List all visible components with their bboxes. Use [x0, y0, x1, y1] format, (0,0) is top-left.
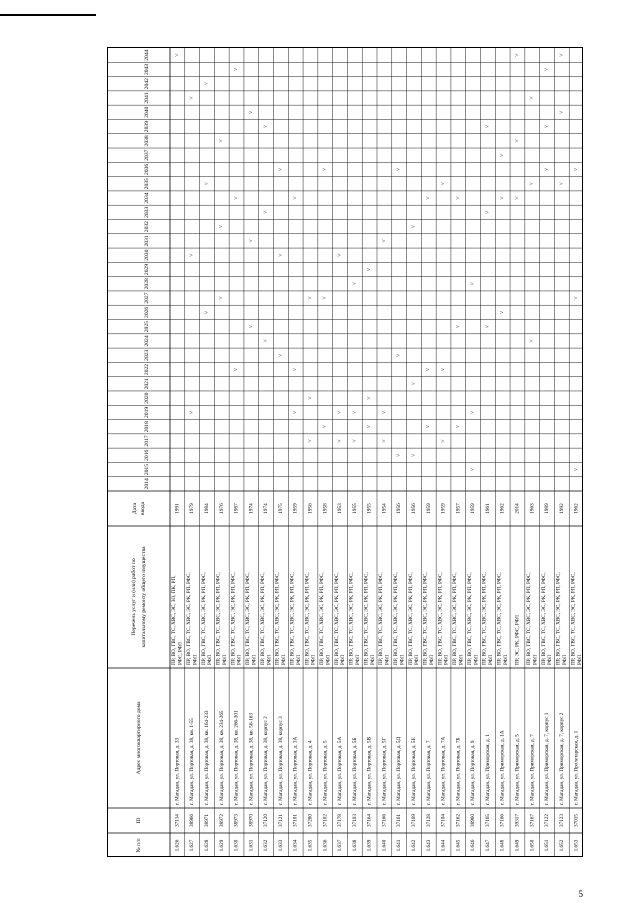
row-address-cell: г. Магадан, ул. Портовая, д. 7: [425, 740, 432, 805]
row-year-check-mark: ˅: [189, 253, 196, 257]
row-year-check-mark: ˅: [455, 424, 462, 429]
row-year-check-mark: ˅: [470, 467, 477, 472]
row-year-cell: 1976: [218, 503, 225, 514]
row-year-check-mark: ˅: [218, 224, 225, 229]
row-year-check-mark: ˅: [410, 382, 417, 386]
year-column-label: 2032: [144, 221, 150, 233]
row-num-cell: 1.646: [470, 839, 477, 852]
year-column-label: 2030: [144, 249, 150, 261]
row-works-cell: ПР, ВО, ГВС, ТС, ХВС, ЭС, РК, РП, РФС,: [570, 572, 577, 665]
row-year-cell: 1959: [440, 503, 447, 514]
row-year-check-mark: ˅: [203, 82, 210, 86]
header-works-line1: Перечень услуг и (или) работ по: [131, 558, 137, 636]
row-num-cell: 1.649: [514, 839, 521, 852]
year-column-label: 2031: [144, 235, 150, 247]
row-id-cell: 38960: [470, 814, 477, 827]
row-year-check-mark: ˅: [307, 439, 314, 443]
row-year-check-mark: ˅: [381, 239, 388, 243]
row-works-cell: ПР, ВО, ГВС, ТС, ХВС, ЭС, РК, РП, РФС,: [333, 572, 340, 665]
row-works-cell: ПР, ЭС, РК, РФС, РФЛ: [514, 615, 521, 665]
row-address-cell: г. Магадан, ул. Пролетарская, д. 1: [573, 730, 580, 805]
row-year-check-mark: ˅: [218, 296, 225, 300]
row-year-check-mark: ˅: [499, 310, 506, 315]
year-column-label: 2025: [144, 321, 150, 333]
row-year-check-mark: ˅: [233, 67, 240, 72]
row-id-cell: 37162: [455, 814, 462, 827]
row-works-cell: ПР, ВО, ГВС, ТС, ХВС, ЭС, РК, РП, РФС,: [496, 572, 503, 665]
row-works-cell: ПР, ВО, ГВС, ТС, ХВС, ЭС, РК, РП, РФС,: [540, 572, 547, 665]
row-id-cell: 38971: [203, 814, 210, 827]
row-year-cell: 1959: [425, 503, 432, 514]
row-address-cell: г. Магадан, ул. Портовая, д. 7Б: [455, 737, 462, 805]
year-column-label: 2014: [144, 478, 150, 490]
row-num-cell: 1.641: [396, 839, 403, 852]
row-year-check-mark: ˅: [233, 196, 240, 200]
row-year-check-mark: ˅: [203, 182, 210, 186]
row-address-cell: г. Магадан, ул. Портовая, д. 5Б: [351, 737, 358, 805]
row-works-cell: ПР, ВО, ГВС, ТС, ХВС, ЭС, РК, РП, РФС,: [185, 572, 192, 665]
row-id-cell: 37120: [263, 814, 270, 827]
row-works-cell: ПР, ВО, ГВС, ТС, ХВС, ЭС, РК, РП, РФС,: [422, 572, 429, 665]
row-year-cell: 1961: [484, 503, 491, 514]
row-year-cell: 1956: [307, 503, 314, 514]
row-address-cell: г. Магадан, ул. Приморская, д. 7: [529, 734, 536, 805]
row-id-cell: 37165: [484, 814, 491, 827]
row-works-cell: РФЛ: [384, 654, 391, 665]
row-works-cell: ПР, ВО, ГВС, ТС, ХВС, ЭС, РК, РП, РФС,: [319, 572, 326, 665]
row-year-cell: 1956: [410, 503, 417, 514]
page-number: 5: [578, 889, 583, 899]
row-works-cell: РФЛ: [443, 654, 450, 665]
row-year-check-mark: ˅: [470, 282, 477, 286]
row-year-check-mark: ˅: [248, 239, 255, 243]
row-address-cell: г. Магадан, ул. Портовая, д. 5В: [366, 737, 373, 805]
row-num-cell: 1.645: [455, 839, 462, 852]
row-num-cell: 1.628: [203, 839, 210, 852]
row-num-cell: 1.629: [218, 839, 225, 852]
row-year-check-mark: ˅: [440, 367, 447, 372]
row-works-cell: РФЛ: [458, 654, 465, 665]
row-id-cell: 37102: [322, 814, 329, 827]
row-year-check-mark: ˅: [277, 253, 284, 257]
year-column-label: 2034: [144, 192, 150, 204]
row-works-cell: РФЛ: [355, 654, 362, 665]
row-year-check-mark: ˅: [514, 196, 521, 200]
row-address-cell: г. Магадан, ул. Портовая, д. 38, корпус 2: [263, 716, 270, 805]
row-works-cell: ПР, ВО, ГВС, ТС, ХВС, ЭС, РК, РП, РФС,: [392, 572, 399, 665]
year-column-label: 2029: [144, 263, 150, 276]
row-year-check-mark: ˅: [396, 453, 403, 457]
row-year-cell: 1954: [381, 503, 388, 514]
row-year-cell: 1962: [499, 503, 506, 514]
row-year-check-mark: ˅: [351, 410, 358, 415]
year-column-label: 2042: [144, 78, 150, 90]
row-year-cell: 1992: [558, 503, 565, 514]
row-year-check-mark: ˅: [307, 296, 314, 300]
row-year-check-mark: ˅: [322, 296, 329, 300]
header-year-line2: ввода: [140, 501, 146, 516]
row-year-check-mark: ˅: [277, 167, 284, 172]
row-address-cell: г. Магадан, ул. Портовая, д. 9: [470, 740, 477, 805]
row-num-cell: 1.626: [174, 839, 181, 852]
row-year-check-mark: ˅: [558, 182, 565, 186]
row-works-cell: ПР, ВО, ГВС, ТС, ХВС, ЭС, РК, РП, РФС,: [481, 572, 488, 665]
row-works-cell: РФЛ: [221, 654, 228, 665]
row-works-cell: ПР, ВО, ГВС, ТС, ХВС, ЭС, РК, РП, РФС,: [289, 572, 296, 665]
capital-repair-table: [107, 47, 583, 857]
row-year-check-mark: ˅: [529, 96, 536, 100]
row-year-check-mark: ˅: [189, 96, 196, 100]
row-num-cell: 1.631: [248, 839, 255, 852]
row-works-cell: ПР, ВО, ГВС, ТС, ХВС, ЭС, РК, РП, РФС,: [348, 572, 355, 665]
year-column-label: 2036: [144, 163, 150, 176]
row-works-cell: РФЛ: [562, 654, 569, 665]
row-year-check-mark: ˅: [484, 324, 491, 329]
row-year-cell: 1984: [203, 503, 210, 514]
row-works-cell: ПР, ВО, ГВС, ТС, ХВС, ЭС, РК, РП, РФС,: [555, 572, 562, 665]
row-id-cell: 37123: [558, 814, 565, 827]
row-address-cell: г. Магадан, ул. Портовая, д. 5Е: [410, 737, 417, 805]
row-year-check-mark: ˅: [425, 367, 432, 372]
row-year-check-mark: ˅: [425, 196, 432, 200]
row-num-cell: 1.647: [484, 839, 491, 852]
year-column-label: 2015: [144, 463, 150, 476]
row-year-check-mark: ˅: [470, 410, 477, 415]
row-works-cell: ПР, ВО, ГВС, ТС, ХВС, ЭС, РК, РП, РФС,: [200, 572, 207, 665]
corner-rule: [0, 14, 96, 16]
row-year-check-mark: ˅: [544, 124, 551, 129]
row-works-cell: ПР, ВО, ГВС, ТС, ХВС, ЭС, РК, РП, РФС,: [304, 572, 311, 665]
row-year-check-mark: ˅: [248, 110, 255, 115]
row-id-cell: 37166: [499, 814, 506, 827]
row-address-cell: г. Магадан, ул. Портовая, д. 5: [322, 740, 329, 805]
year-column-label: 2019: [144, 406, 150, 418]
row-id-cell: 37101: [292, 814, 299, 827]
year-column-label: 2022: [144, 363, 150, 376]
header-year-line1: Дата: [132, 502, 138, 515]
row-works-cell: ПР, ВО, ГВС, ТС, ХВС, ЭС, РК, РП, РФС,: [363, 572, 370, 665]
row-works-cell: РФЛ: [325, 654, 332, 665]
row-id-cell: 38966: [189, 814, 196, 827]
row-address-cell: г. Магадан, ул. Портовая, д. 38, корпус 3: [277, 716, 284, 805]
row-year-check-mark: ˅: [351, 439, 358, 443]
row-year-check-mark: ˅: [322, 167, 329, 172]
year-column-label: 2026: [144, 306, 150, 318]
row-year-check-mark: ˅: [573, 467, 580, 472]
row-id-cell: 37121: [277, 814, 284, 827]
row-year-check-mark: ˅: [174, 53, 181, 57]
row-year-cell: 1959: [292, 503, 299, 514]
row-year-cell: 1989: [544, 503, 551, 514]
row-address-cell: г. Магадан, ул. Портовая, д. 3А: [292, 736, 299, 805]
row-works-cell: РФЛ: [236, 654, 243, 665]
header-address: Адрес многоквартирного дома: [136, 701, 142, 775]
row-year-check-mark: ˅: [337, 253, 344, 257]
row-works-cell: ПР, ВО, ГВС, ТС, ХВС, ЭС, РК, РП, РФС,: [378, 572, 385, 665]
row-id-cell: 37161: [396, 814, 403, 827]
year-column-label: 2018: [144, 421, 150, 433]
year-column-label: 2020: [144, 392, 150, 404]
row-year-cell: 1991: [174, 503, 181, 514]
row-id-cell: 37164: [366, 814, 373, 827]
row-works-cell: РФЛ: [369, 654, 376, 665]
row-works-cell: РФЛ: [473, 654, 480, 665]
row-year-check-mark: ˅: [366, 267, 373, 272]
row-year-check-mark: ˅: [396, 167, 403, 172]
row-num-cell: 1.637: [337, 839, 344, 852]
row-works-cell: ПР, ВО, ГВС, ТС, ХВС, ЭС, РК, РП, РФС,: [259, 572, 266, 665]
row-works-cell: РФЛ: [428, 654, 435, 665]
row-address-cell: г. Магадан, ул. Портовая, д. 5А: [337, 736, 344, 805]
row-year-check-mark: ˅: [203, 310, 210, 315]
row-works-cell: ПР, ВО, ГВС, ТС, ХВС, ЭС, РК, РП, РФС,: [230, 572, 237, 665]
row-year-check-mark: ˅: [440, 439, 447, 443]
row-works-cell: ПР, ВО, ГВС, ТС, ХВС, ЭС, РК, РП, РФС,: [526, 572, 533, 665]
row-year-check-mark: ˅: [440, 182, 447, 186]
year-column-label: 2043: [144, 63, 150, 76]
row-year-check-mark: ˅: [233, 367, 240, 372]
row-year-check-mark: ˅: [573, 167, 580, 172]
row-id-cell: 37114: [174, 814, 181, 827]
row-id-cell: 38973: [233, 814, 240, 827]
row-works-cell: РФЛ: [532, 654, 539, 665]
year-column-label: 2023: [144, 349, 150, 361]
year-column-label: 2017: [144, 435, 150, 447]
year-column-label: 2024: [144, 335, 150, 347]
row-id-cell: 37104: [440, 814, 447, 827]
row-year-check-mark: ˅: [351, 282, 358, 286]
row-year-cell: 2014: [514, 503, 521, 514]
row-num-cell: 1.652: [558, 839, 565, 852]
row-works-cell: РФС, РФЛ: [177, 642, 184, 665]
row-id-cell: 37169: [410, 814, 417, 827]
row-year-check-mark: ˅: [381, 439, 388, 443]
row-year-check-mark: ˅: [366, 396, 373, 400]
row-works-cell: РФЛ: [281, 654, 288, 665]
row-address-cell: г. Магадан, ул. Портовая, д. 38, кв. 56-163: [248, 713, 255, 805]
row-year-check-mark: ˅: [455, 196, 462, 200]
year-column-label: 2039: [144, 121, 150, 133]
row-num-cell: 1.653: [573, 839, 580, 852]
row-year-check-mark: ˅: [499, 196, 506, 200]
row-year-cell: 1963: [529, 503, 536, 514]
year-column-label: 2028: [144, 278, 150, 290]
row-num-cell: 1.638: [351, 839, 358, 852]
row-year-cell: 1974: [263, 503, 270, 514]
header-num: № п/п: [136, 838, 142, 853]
row-year-check-mark: ˅: [381, 410, 388, 415]
row-id-cell: 38970: [248, 814, 255, 827]
row-year-check-mark: ˅: [292, 367, 299, 372]
header-id: ID: [136, 817, 142, 824]
row-address-cell: г. Магадан, ул. Портовая, д. 38, кв. 234-265: [218, 710, 225, 805]
year-column-label: 2041: [144, 92, 150, 104]
row-year-check-mark: ˅: [292, 196, 299, 200]
row-id-cell: 39317: [514, 814, 521, 827]
row-works-cell: ПР, ВО, ГВС, ТС, ХВС, ЭС, РК, РП, РФС,: [215, 572, 222, 665]
row-works-cell: РФЛ: [414, 654, 421, 665]
row-year-check-mark: ˅: [189, 410, 196, 415]
row-year-check-mark: ˅: [558, 53, 565, 57]
year-column-label: 2037: [144, 149, 150, 161]
row-year-check-mark: ˅: [544, 67, 551, 72]
row-year-check-mark: ˅: [529, 182, 536, 186]
row-works-cell: ПР, ВО, ГВС, ТС, ХВС, ЭС, РК, РП, РФС,: [245, 572, 252, 665]
row-works-cell: РФЛ: [295, 654, 302, 665]
year-column-label: 2044: [144, 49, 150, 61]
row-year-check-mark: ˅: [263, 210, 270, 215]
row-works-cell: РФЛ: [488, 654, 495, 665]
row-num-cell: 1.636: [322, 839, 329, 852]
row-year-cell: 1962: [573, 503, 580, 514]
row-address-cell: г. Магадан, ул. Приморская, д. 7, корпус 2: [558, 712, 565, 805]
row-works-cell: РФЛ: [399, 654, 406, 665]
row-num-cell: 1.643: [425, 839, 432, 852]
year-column-label: 2040: [144, 106, 150, 118]
row-year-check-mark: ˅: [292, 410, 299, 415]
row-year-cell: 1987: [233, 503, 240, 514]
row-num-cell: 1.644: [440, 839, 447, 852]
row-year-check-mark: ˅: [322, 424, 329, 429]
row-year-cell: 1979: [189, 503, 196, 514]
row-address-cell: г. Магадан, ул. Портовая, д. 5Д: [396, 736, 403, 805]
row-works-cell: РФЛ: [340, 654, 347, 665]
row-num-cell: 1.642: [410, 839, 417, 852]
row-works-cell: РФЛ: [310, 654, 317, 665]
year-column-label: 2021: [144, 378, 150, 390]
row-address-cell: г. Магадан, ул. Приморская, д. 7, корпус 1: [544, 712, 551, 805]
row-year-cell: 1958: [322, 503, 329, 514]
row-num-cell: 1.634: [292, 839, 299, 852]
row-year-check-mark: ˅: [455, 324, 462, 329]
row-year-check-mark: ˅: [529, 339, 536, 343]
row-year-check-mark: ˅: [307, 396, 314, 400]
row-year-check-mark: ˅: [514, 53, 521, 57]
row-id-cell: 37280: [307, 814, 314, 827]
row-year-check-mark: ˅: [558, 110, 565, 115]
row-year-check-mark: ˅: [263, 339, 270, 343]
row-works-cell: РФЛ: [251, 654, 258, 665]
row-works-cell: РФЛ: [576, 654, 583, 665]
row-num-cell: 1.639: [366, 839, 373, 852]
row-works-cell: ПР, ВО, ГВС, ТС, ХВС, ЭС, РК, РП, РФС,: [452, 572, 459, 665]
row-id-cell: 37128: [425, 814, 432, 827]
year-column-label: 2038: [144, 135, 150, 147]
row-address-cell: г. Магадан, ул. Портовая, д. 5Г: [381, 737, 388, 805]
row-year-check-mark: ˅: [544, 167, 551, 172]
row-address-cell: г. Магадан, ул. Приморская, д. 5: [514, 734, 521, 805]
row-num-cell: 1.640: [381, 839, 388, 852]
row-year-cell: 1956: [396, 503, 403, 514]
row-id-cell: 38972: [218, 814, 225, 827]
row-works-cell: РФЛ: [547, 654, 554, 665]
row-year-check-mark: ˅: [514, 139, 521, 143]
row-year-cell: 1975: [277, 503, 284, 514]
row-year-check-mark: ˅: [396, 353, 403, 357]
row-year-check-mark: ˅: [499, 153, 506, 157]
row-works-cell: РФЛ: [192, 654, 199, 665]
row-year-check-mark: ˅: [410, 453, 417, 457]
row-year-check-mark: ˅: [366, 424, 373, 429]
row-num-cell: 1.633: [277, 839, 284, 852]
row-year-cell: 1974: [248, 503, 255, 514]
row-year-cell: 1955: [366, 503, 373, 514]
row-num-cell: 1.651: [544, 839, 551, 852]
row-address-cell: г. Магадан, ул. Портовая, д. 38, кв. 266-301: [233, 710, 240, 805]
row-year-check-mark: ˅: [337, 439, 344, 443]
row-id-cell: 37167: [529, 814, 536, 827]
row-works-cell: РФЛ: [207, 654, 214, 665]
row-num-cell: 1.635: [307, 839, 314, 852]
row-year-cell: 1957: [455, 503, 462, 514]
row-id-cell: 37015: [573, 814, 580, 827]
table-grid: [108, 48, 583, 857]
row-year-check-mark: ˅: [484, 124, 491, 129]
row-id-cell: 37122: [544, 814, 551, 827]
year-column-label: 2027: [144, 292, 150, 304]
row-works-cell: ПР, ВО, ГВС, ТС, ХВС, ЭС, РК, РП, РФС,: [466, 572, 473, 665]
row-address-cell: г. Магадан, ул. Портовая, д. 4: [307, 740, 314, 805]
row-works-cell: ПР, ВО, ГВС, ТС, ХВС, ЭС, РК, РП, РФС,: [437, 572, 444, 665]
row-year-check-mark: ˅: [218, 139, 225, 143]
row-year-check-mark: ˅: [573, 296, 580, 300]
row-num-cell: 1.627: [189, 839, 196, 852]
row-works-cell: РФЛ: [266, 654, 273, 665]
row-year-check-mark: ˅: [263, 124, 270, 129]
row-num-cell: 1.630: [233, 839, 240, 852]
header-works-line2: капитальному ремонту общего имущества: [141, 546, 147, 648]
row-id-cell: 37166: [381, 814, 388, 827]
row-year-check-mark: ˅: [425, 424, 432, 429]
row-works-cell: ПР, ВО, ГВС, ТС, ХВС, ЭС, ЗО, ПК, РП,: [171, 575, 178, 665]
row-address-cell: г. Магадан, ул. Портовая, д. 38, кв. 1-55: [189, 718, 196, 805]
year-column-label: 2033: [144, 206, 150, 218]
row-address-cell: г. Магадан, ул. Приморская, д. 1: [484, 734, 491, 805]
row-num-cell: 1.650: [529, 839, 536, 852]
row-year-check-mark: ˅: [410, 224, 417, 229]
year-column-label: 2035: [144, 178, 150, 190]
row-year-cell: 1955: [351, 503, 358, 514]
row-num-cell: 1.648: [499, 839, 506, 852]
row-address-cell: г. Магадан, ул. Портовая, д. 38, кв. 164-233: [203, 710, 210, 805]
row-works-cell: РФЛ: [502, 654, 509, 665]
row-year-cell: 1959: [470, 503, 477, 514]
row-year-cell: 1953: [337, 503, 344, 514]
year-column-label: 2016: [144, 449, 150, 461]
row-id-cell: 37103: [351, 814, 358, 827]
row-year-check-mark: ˅: [484, 210, 491, 215]
row-year-check-mark: ˅: [277, 353, 284, 357]
row-address-cell: г. Магадан, ул. Портовая, д. 7А: [440, 736, 447, 805]
row-year-check-mark: ˅: [248, 324, 255, 329]
row-address-cell: г. Магадан, ул. Приморская, д. 1А: [499, 730, 506, 805]
row-id-cell: 37178: [337, 814, 344, 827]
row-num-cell: 1.632: [263, 839, 270, 852]
row-address-cell: г. Магадан, ул. Портовая, д. 33: [174, 737, 181, 805]
row-works-cell: ПР, ВО, ГВС, ТС, ХВС, ЭС, РК, РП, РФС,: [407, 572, 414, 665]
row-year-check-mark: ˅: [337, 410, 344, 415]
row-works-cell: ПР, ВО, ГВС, ТС, ХВС, ЭС, РК, РП, РФС,: [274, 572, 281, 665]
